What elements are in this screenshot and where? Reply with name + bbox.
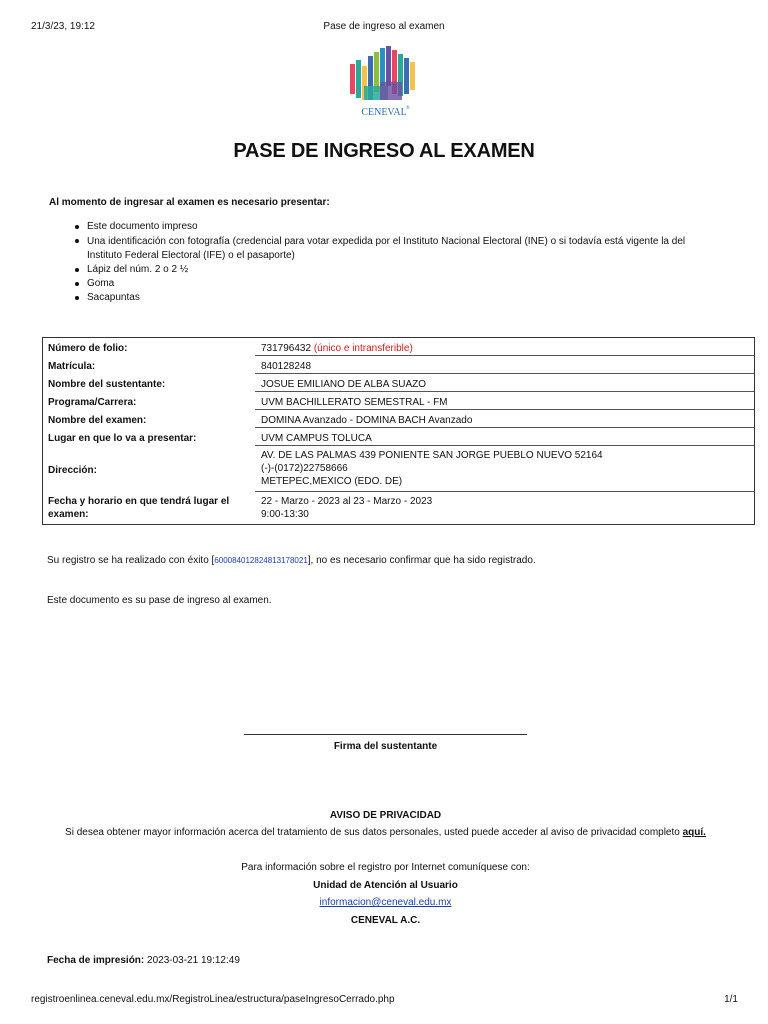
fecha-value xyxy=(255,492,754,524)
requirement-item: Una identificación con fotografía (credencial para votar expedida por el Instituto Nacional Electoral (INE) o si todavía está vigente la del Instituto Federal Electoral (IFE) o el pasaporte) xyxy=(87,234,707,263)
fecha-label: Fecha y horario en que tendrá lugar el examen: xyxy=(48,496,230,520)
sustentante-label: Nombre del sustentante: xyxy=(48,379,166,390)
matricula-label: Matrícula: xyxy=(48,361,96,372)
privacy-title: AVISO DE PRIVACIDAD xyxy=(329,810,442,821)
page-header-title: Pase de ingreso al examen xyxy=(323,21,445,32)
examen-label: Nombre del examen: xyxy=(48,415,147,426)
pass-note: Este documento es su pase de ingreso al examen. xyxy=(47,595,272,606)
table-row xyxy=(43,338,754,356)
success-text-after: ], no es necesario confirmar que ha sido registrado. xyxy=(307,555,536,566)
horario: 9:00-13:30 xyxy=(261,509,309,520)
lugar-label: Lugar en que lo va a presentar: xyxy=(48,433,197,444)
table-row xyxy=(43,356,754,374)
registration-code: 600084012824813178021 xyxy=(214,556,308,565)
print-date-value: 2023-03-21 19:12:49 xyxy=(147,955,240,966)
contact-unit: Unidad de Atención al Usuario xyxy=(313,880,458,891)
print-datetime: 21/3/23, 19:12 xyxy=(31,21,95,32)
privacy-text-body: Si desea obtener mayor información acerca del tratamiento de sus datos personales, usted puede acceder al aviso de privacidad completo xyxy=(65,827,683,838)
fecha-range: 22 - Marzo - 2023 al 23 - Marzo - 2023 xyxy=(261,496,433,507)
sustentante-value: JOSUE EMILIANO DE ALBA SUAZO xyxy=(255,374,754,392)
footer-url: registroenlinea.ceneval.edu.mx/RegistroLinea/estructura/paseIngresoCerrado.php xyxy=(31,994,395,1005)
contact-org: CENEVAL A.C. xyxy=(350,915,421,926)
table-row xyxy=(43,428,754,446)
direccion-line: METEPEC,MEXICO (EDO. DE) xyxy=(261,476,403,487)
table-row xyxy=(43,392,754,410)
direccion-label: Dirección: xyxy=(48,465,97,476)
table-row xyxy=(43,410,754,428)
requirement-item: Lápiz del núm. 2 o 2 ½ xyxy=(87,263,707,277)
signature-label: Firma del sustentante xyxy=(333,741,438,752)
logo-text: CENEVAL xyxy=(361,107,407,118)
requirement-item: Este documento impreso xyxy=(87,220,707,234)
print-date-label: Fecha de impresión: xyxy=(47,955,145,966)
ceneval-logo xyxy=(336,42,432,122)
registration-success-message xyxy=(47,555,536,566)
requirements-list xyxy=(87,220,707,305)
folio-cell xyxy=(255,338,754,356)
requirements-intro: Al momento de ingresar al examen es necesario presentar: xyxy=(49,197,330,208)
privacy-link[interactable]: aquí. xyxy=(682,827,706,838)
contact-email-link[interactable]: informacion@ceneval.edu.mx xyxy=(319,897,452,908)
footer-page-number: 1/1 xyxy=(724,994,738,1005)
logo-registered-mark: ® xyxy=(406,106,410,111)
success-text-before: Su registro se ha realizado con éxito [ xyxy=(47,555,215,566)
contact-email-row xyxy=(0,897,768,908)
matricula-value: 840128248 xyxy=(255,356,754,374)
requirement-item: Goma xyxy=(87,277,707,291)
exam-info-table xyxy=(42,337,755,525)
examen-value: DOMINA Avanzado - DOMINA BACH Avanzado xyxy=(255,410,754,428)
folio-note: (único e intransferible) xyxy=(313,342,413,354)
signature-line xyxy=(244,734,527,735)
folio-label: Número de folio: xyxy=(48,343,128,354)
programa-label: Programa/Carrera: xyxy=(48,397,137,408)
table-row xyxy=(43,492,754,524)
contact-intro: Para información sobre el registro por Internet comuníquese con: xyxy=(241,862,530,873)
privacy-text xyxy=(0,827,768,838)
direccion-line: AV. DE LAS PALMAS 439 PONIENTE SAN JORGE PUEBLO NUEVO 52164 xyxy=(261,450,603,461)
lugar-value: UVM CAMPUS TOLUCA xyxy=(255,428,754,446)
requirement-item: Sacapuntas xyxy=(87,291,707,305)
document-title: PASE DE INGRESO AL EXAMEN xyxy=(233,140,535,162)
folio-value: 731796432 xyxy=(261,342,312,354)
table-row xyxy=(43,374,754,392)
table-row xyxy=(43,446,754,492)
print-date xyxy=(47,955,240,966)
direccion-value xyxy=(255,446,754,492)
ceneval-logo-mark xyxy=(336,42,432,122)
programa-value: UVM BACHILLERATO SEMESTRAL - FM xyxy=(255,392,754,410)
direccion-line: (-)-(0172)22758666 xyxy=(261,463,348,474)
